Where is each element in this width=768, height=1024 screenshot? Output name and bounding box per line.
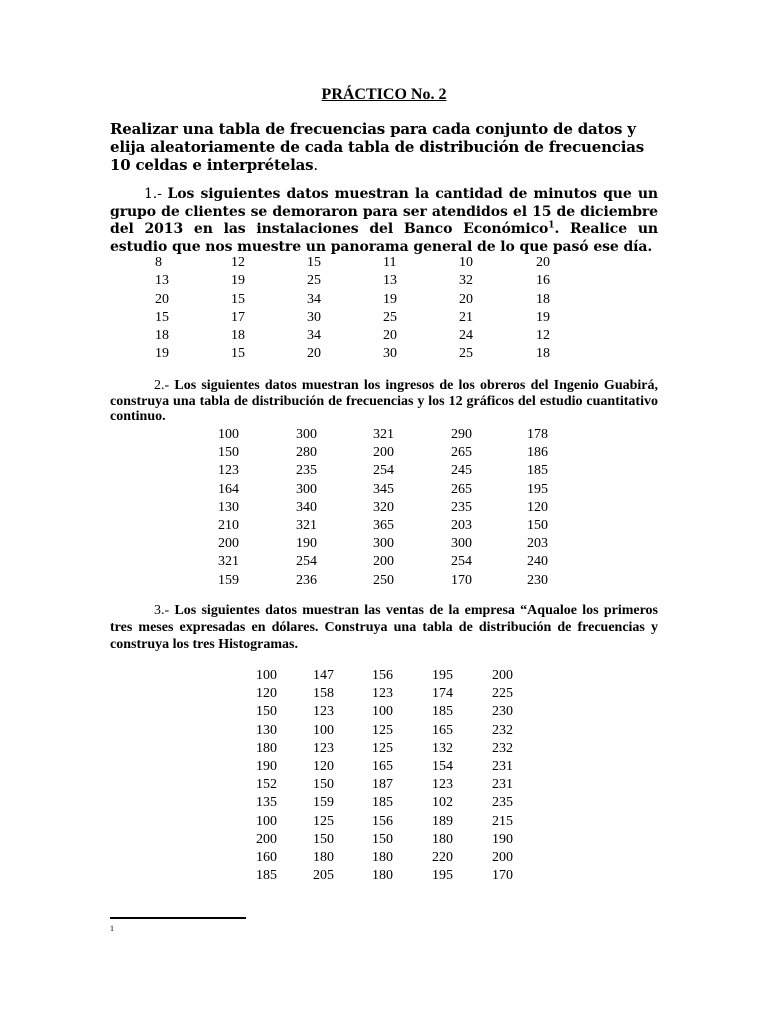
page-title: PRÁCTICO No. 2	[321, 86, 447, 103]
table-cell: 19	[231, 273, 245, 289]
table-cell: 240	[527, 554, 548, 570]
table-cell: 180	[372, 849, 393, 865]
table-cell: 174	[432, 686, 453, 702]
table-cell: 235	[296, 463, 317, 479]
table-cell: 290	[451, 427, 472, 442]
table-cell: 200	[373, 554, 394, 570]
table-row	[0, 482, 768, 500]
table-cell: 265	[451, 445, 472, 461]
table-cell: 19	[155, 346, 169, 362]
table-row	[0, 292, 768, 310]
table-cell: 232	[492, 722, 513, 738]
table-cell: 150	[218, 445, 239, 461]
table-cell: 123	[372, 686, 393, 702]
table-cell: 321	[373, 427, 394, 442]
table-cell: 132	[432, 740, 453, 756]
table-row	[0, 573, 768, 591]
table-cell: 13	[155, 273, 169, 289]
table-cell: 185	[527, 463, 548, 479]
table-cell: 11	[383, 255, 397, 270]
table-cell: 15	[231, 291, 245, 307]
table-cell: 170	[451, 572, 472, 588]
table-cell: 123	[432, 777, 453, 793]
table-cell: 159	[313, 795, 334, 811]
table-cell: 280	[296, 445, 317, 461]
table-cell: 100	[256, 813, 277, 829]
table-cell: 300	[451, 536, 472, 552]
table-row	[0, 346, 768, 364]
exercise-3-data-table	[0, 668, 768, 886]
table-cell: 152	[256, 777, 277, 793]
exercise-1-text-b: . Realice un estudio que nos muestre un panorama general de lo que pasó ese día.	[110, 221, 659, 255]
table-cell: 150	[527, 517, 548, 533]
table-row	[0, 777, 768, 795]
table-row	[0, 704, 768, 722]
table-row	[0, 427, 768, 445]
table-row	[0, 795, 768, 813]
table-cell: 230	[492, 704, 513, 720]
table-cell: 15	[307, 255, 321, 270]
table-cell: 231	[492, 758, 513, 774]
table-cell: 180	[432, 831, 453, 847]
table-cell: 24	[459, 328, 473, 344]
table-cell: 235	[451, 499, 472, 515]
table-cell: 21	[459, 309, 473, 325]
footnote-reference: 1	[548, 220, 555, 231]
exercise-2-number: 2.-	[154, 378, 170, 393]
footnote-marker: 1	[110, 924, 114, 933]
exercise-1-text-a: Los siguientes datos muestran la cantidad de minutos que un grupo de clientes se demoraron para ser atendidos el 15 de diciembre del 2013 en las instalaciones del Banco Económico	[110, 186, 659, 237]
table-cell: 200	[492, 668, 513, 683]
table-row	[0, 814, 768, 832]
instructions-period: .	[313, 156, 318, 174]
table-cell: 123	[313, 740, 334, 756]
table-cell: 12	[536, 328, 550, 344]
table-cell: 254	[296, 554, 317, 570]
table-cell: 20	[536, 255, 550, 270]
table-cell: 185	[372, 795, 393, 811]
table-cell: 365	[373, 517, 394, 533]
table-cell: 159	[218, 572, 239, 588]
table-cell: 156	[372, 668, 393, 683]
table-cell: 20	[307, 346, 321, 362]
table-cell: 15	[231, 346, 245, 362]
table-cell: 17	[231, 309, 245, 325]
table-cell: 165	[372, 758, 393, 774]
table-cell: 195	[432, 868, 453, 884]
table-row	[0, 328, 768, 346]
exercise-3-statement	[110, 602, 658, 653]
table-row	[0, 668, 768, 686]
table-cell: 345	[373, 481, 394, 497]
table-cell: 120	[256, 686, 277, 702]
table-row	[0, 255, 768, 273]
table-cell: 15	[155, 309, 169, 325]
table-cell: 250	[373, 572, 394, 588]
table-cell: 10	[459, 255, 473, 270]
table-cell: 19	[536, 309, 550, 325]
table-cell: 120	[313, 758, 334, 774]
table-row	[0, 518, 768, 536]
table-cell: 300	[296, 427, 317, 442]
table-cell: 125	[372, 740, 393, 756]
exercise-2-text: Los siguientes datos muestran los ingresos de los obreros del Ingenio Guabirá, construya una tabla de distribución de frecuencias y los 12 gráficos del estudio cuantitativo continuo.	[110, 378, 659, 424]
table-cell: 154	[432, 758, 453, 774]
table-cell: 187	[372, 777, 393, 793]
table-cell: 190	[296, 536, 317, 552]
table-cell: 100	[256, 668, 277, 683]
table-cell: 185	[256, 868, 277, 884]
table-cell: 8	[155, 255, 162, 270]
table-row	[0, 832, 768, 850]
table-cell: 125	[372, 722, 393, 738]
table-cell: 156	[372, 813, 393, 829]
table-cell: 25	[307, 273, 321, 289]
table-row	[0, 273, 768, 291]
table-cell: 195	[527, 481, 548, 497]
table-row	[0, 554, 768, 572]
table-cell: 203	[527, 536, 548, 552]
table-cell: 170	[492, 868, 513, 884]
table-cell: 130	[256, 722, 277, 738]
exercise-2-statement	[110, 378, 658, 425]
table-cell: 130	[218, 499, 239, 515]
table-row	[0, 536, 768, 554]
table-cell: 320	[373, 499, 394, 515]
table-cell: 150	[372, 831, 393, 847]
table-cell: 18	[231, 328, 245, 344]
table-cell: 231	[492, 777, 513, 793]
table-cell: 150	[313, 831, 334, 847]
table-cell: 158	[313, 686, 334, 702]
table-row	[0, 686, 768, 704]
table-row	[0, 868, 768, 886]
table-cell: 236	[296, 572, 317, 588]
table-cell: 220	[432, 849, 453, 865]
exercise-2-data-table	[0, 427, 768, 591]
footnote-separator	[110, 917, 246, 919]
table-cell: 123	[218, 463, 239, 479]
table-cell: 186	[527, 445, 548, 461]
table-cell: 34	[307, 328, 321, 344]
exercise-1-number: 1.-	[144, 186, 162, 202]
table-cell: 147	[313, 668, 334, 683]
table-cell: 190	[492, 831, 513, 847]
table-cell: 245	[451, 463, 472, 479]
table-cell: 150	[256, 704, 277, 720]
table-cell: 123	[313, 704, 334, 720]
table-cell: 232	[492, 740, 513, 756]
table-cell: 178	[527, 427, 548, 442]
table-cell: 160	[256, 849, 277, 865]
table-cell: 16	[536, 273, 550, 289]
table-cell: 18	[536, 291, 550, 307]
table-cell: 195	[432, 668, 453, 683]
table-cell: 120	[527, 499, 548, 515]
table-cell: 205	[313, 868, 334, 884]
table-cell: 321	[296, 517, 317, 533]
table-cell: 180	[313, 849, 334, 865]
table-cell: 265	[451, 481, 472, 497]
table-row	[0, 500, 768, 518]
table-cell: 200	[373, 445, 394, 461]
table-cell: 190	[256, 758, 277, 774]
table-cell: 215	[492, 813, 513, 829]
table-row	[0, 445, 768, 463]
table-cell: 150	[313, 777, 334, 793]
table-cell: 225	[492, 686, 513, 702]
table-cell: 18	[155, 328, 169, 344]
table-row	[0, 850, 768, 868]
table-cell: 200	[218, 536, 239, 552]
table-cell: 321	[218, 554, 239, 570]
exercise-1-statement	[110, 186, 658, 256]
table-cell: 189	[432, 813, 453, 829]
table-cell: 100	[218, 427, 239, 442]
table-cell: 125	[313, 813, 334, 829]
table-row	[0, 741, 768, 759]
table-cell: 254	[451, 554, 472, 570]
table-cell: 200	[492, 849, 513, 865]
instructions	[110, 120, 660, 174]
table-cell: 100	[372, 704, 393, 720]
table-cell: 180	[372, 868, 393, 884]
table-cell: 18	[536, 346, 550, 362]
table-cell: 180	[256, 740, 277, 756]
table-row	[0, 463, 768, 481]
table-cell: 230	[527, 572, 548, 588]
table-cell: 20	[155, 291, 169, 307]
table-cell: 340	[296, 499, 317, 515]
table-cell: 164	[218, 481, 239, 497]
table-cell: 12	[231, 255, 245, 270]
table-cell: 210	[218, 517, 239, 533]
table-cell: 19	[383, 291, 397, 307]
table-cell: 25	[459, 346, 473, 362]
exercise-3-text: Los siguientes datos muestran las ventas de la empresa “Aqualoe los primeros tres meses expresadas en dólares. Construya una tabla de distribución de frecuencias y construya los tres Histogramas.	[110, 603, 659, 652]
table-cell: 25	[383, 309, 397, 325]
instructions-text: Realizar una tabla de frecuencias para cada conjunto de datos y elija aleatoriamente de cada tabla de distribución de frecuencias 10 celdas e interprételas	[110, 120, 644, 174]
table-cell: 30	[307, 309, 321, 325]
table-row	[0, 723, 768, 741]
table-cell: 254	[373, 463, 394, 479]
table-cell: 300	[373, 536, 394, 552]
table-row	[0, 759, 768, 777]
table-cell: 235	[492, 795, 513, 811]
exercise-3-number: 3.-	[154, 603, 170, 618]
table-cell: 100	[313, 722, 334, 738]
table-cell: 20	[459, 291, 473, 307]
table-cell: 34	[307, 291, 321, 307]
exercise-1-data-table	[0, 255, 768, 365]
table-cell: 165	[432, 722, 453, 738]
table-cell: 300	[296, 481, 317, 497]
table-row	[0, 310, 768, 328]
table-cell: 32	[459, 273, 473, 289]
table-cell: 203	[451, 517, 472, 533]
table-cell: 20	[383, 328, 397, 344]
table-cell: 13	[383, 273, 397, 289]
table-cell: 30	[383, 346, 397, 362]
table-cell: 102	[432, 795, 453, 811]
table-cell: 185	[432, 704, 453, 720]
table-cell: 135	[256, 795, 277, 811]
table-cell: 200	[256, 831, 277, 847]
